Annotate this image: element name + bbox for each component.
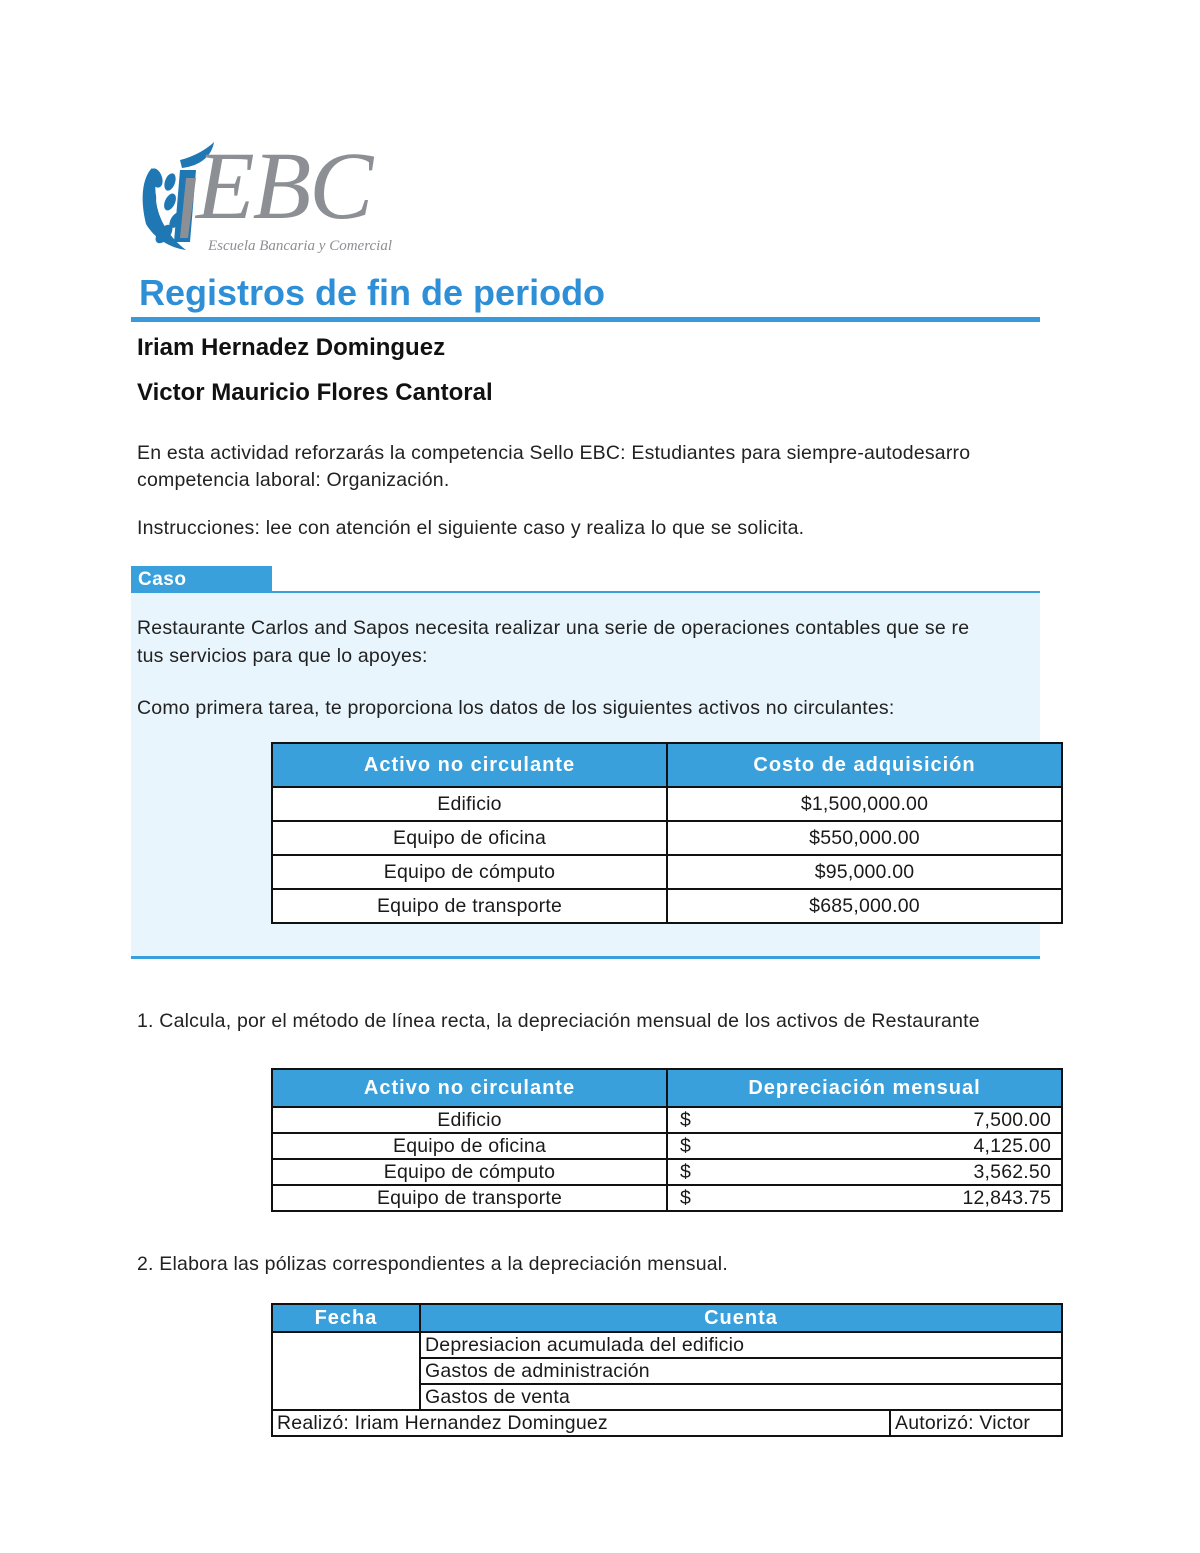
currency-symbol: $ [680, 1135, 692, 1157]
ebc-logo [136, 132, 398, 260]
depreciation-cell[interactable] [667, 1133, 1062, 1159]
case-line-1: Restaurante Carlos and Sapos necesita realizar una serie de operaciones contables que se re [137, 617, 970, 639]
currency-symbol: $ [680, 1161, 692, 1183]
table-header-row [272, 1304, 1062, 1332]
depreciation-cell[interactable] [667, 1159, 1062, 1185]
author-1: Iriam Hernadez Dominguez [137, 334, 446, 361]
table-row [272, 787, 1062, 821]
table-header-row [272, 1069, 1062, 1107]
signature-row [272, 1410, 1062, 1436]
question-1: 1. Calcula, por el método de línea recta, la depreciación mensual de los activos de Restaurante [137, 1010, 980, 1032]
asset-cost: $95,000.00 [667, 855, 1062, 889]
asset-name: Edificio [272, 1107, 667, 1133]
depreciation-value: 7,500.00 [973, 1109, 1051, 1131]
poliza-table [271, 1303, 1063, 1437]
header-cuenta: Cuenta [420, 1304, 1062, 1332]
intro-line-2: competencia laboral: Organización. [137, 469, 450, 491]
table-row[interactable] [272, 1185, 1062, 1211]
account-cell[interactable]: Gastos de administración [420, 1358, 1062, 1384]
table-row [272, 889, 1062, 923]
case-line-2: tus servicios para que lo apoyes: [137, 645, 428, 667]
logo-text: EBC [196, 132, 372, 239]
page-title: Registros de fin de periodo [139, 272, 606, 313]
header-activo: Activo no circulante [272, 1069, 667, 1107]
table-header-row [272, 743, 1062, 787]
asset-name: Edificio [272, 787, 667, 821]
header-activo: Activo no circulante [272, 743, 667, 787]
asset-cost: $1,500,000.00 [667, 787, 1062, 821]
depreciation-value: 4,125.00 [973, 1135, 1051, 1157]
currency-symbol: $ [680, 1109, 692, 1131]
asset-name: Equipo de oficina [272, 1133, 667, 1159]
author-2: Victor Mauricio Flores Cantoral [137, 379, 493, 406]
currency-symbol: $ [680, 1187, 692, 1209]
table-row [272, 855, 1062, 889]
intro-line-1: En esta actividad reforzarás la competencia Sello EBC: Estudiantes para siempre-autodesarro [137, 442, 971, 464]
autorizo-cell: Autorizó: Victor [890, 1410, 1062, 1436]
asset-name: Equipo de transporte [272, 1185, 667, 1211]
instructions: Instrucciones: lee con atención el siguiente caso y realiza lo que se solicita. [137, 517, 805, 539]
logo-subtitle: Escuela Bancaria y Comercial [208, 238, 392, 254]
asset-name: Equipo de oficina [272, 821, 667, 855]
account-cell[interactable]: Depresiacion acumulada del edificio [420, 1332, 1062, 1358]
table-row[interactable] [272, 1133, 1062, 1159]
asset-name: Equipo de cómputo [272, 855, 667, 889]
asset-name: Equipo de cómputo [272, 1159, 667, 1185]
asset-cost: $685,000.00 [667, 889, 1062, 923]
depreciation-table [271, 1068, 1063, 1212]
header-depreciacion: Depreciación mensual [667, 1069, 1062, 1107]
realizo-cell: Realizó: Iriam Hernandez Dominguez [272, 1410, 890, 1436]
account-cell[interactable]: Gastos de venta [420, 1384, 1062, 1410]
depreciation-cell[interactable] [667, 1185, 1062, 1211]
question-2: 2. Elabora las pólizas correspondientes a la depreciación mensual. [137, 1253, 728, 1275]
title-divider [131, 317, 1040, 322]
depreciation-cell[interactable] [667, 1107, 1062, 1133]
assets-table [271, 742, 1063, 924]
table-row[interactable] [272, 1107, 1062, 1133]
table-row[interactable] [272, 1159, 1062, 1185]
asset-cost: $550,000.00 [667, 821, 1062, 855]
depreciation-value: 3,562.50 [973, 1161, 1051, 1183]
header-costo: Costo de adquisición [667, 743, 1062, 787]
table-row [272, 821, 1062, 855]
asset-name: Equipo de transporte [272, 889, 667, 923]
case-line-3: Como primera tarea, te proporciona los datos de los siguientes activos no circulantes: [137, 697, 895, 719]
fecha-cell[interactable] [272, 1332, 420, 1410]
depreciation-value: 12,843.75 [962, 1187, 1051, 1209]
case-label: Caso [131, 566, 272, 593]
header-fecha: Fecha [272, 1304, 420, 1332]
case-bottom-divider [131, 956, 1040, 959]
table-row[interactable] [272, 1332, 1062, 1358]
